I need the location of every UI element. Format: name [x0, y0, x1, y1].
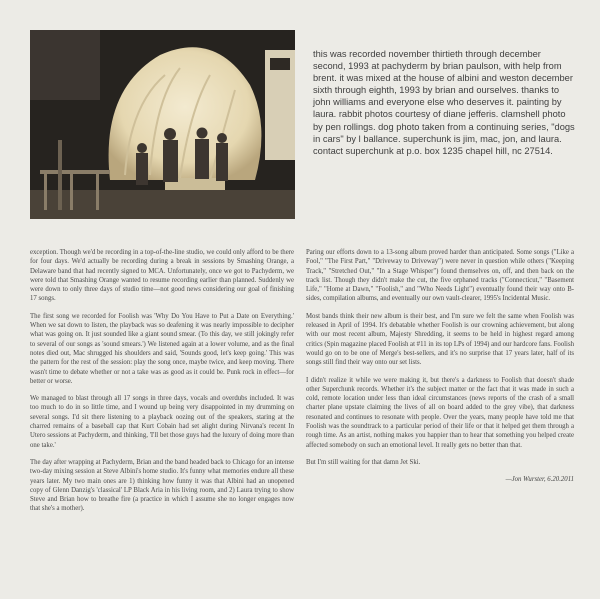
recording-credits: this was recorded november thirtieth through december second, 1993 at pachyderm by brian paulson, with help from brent. it was mixed at the house of albini and weston december sixth through eighth, 1993 by brian and ourselves. thanks to john williams and everyone else who deserves it. painting by laura. rabbit photos courtesy of diane jefferis. clamshell photo by pen rollings. dog photo taken from a continuing series, "dogs in cars" by l ballance. superchunk is jim, mac, jon, and laura. contact superchunk at p.o. box 1235 chapel hill, nc 27514. [313, 49, 575, 156]
essay-paragraph: The day after wrapping at Pachyderm, Brian and the band headed back to Chicago for an intense two-day mixing session at Steve Albini's home studio. It's funny what memories endure all these years later. My two main ones are 1) thinking how funny it was that Albini had an unopened copy of Glenn Danzig's 'classical' LP Black Aria in his living room, and 2) Laura trying to show Steve and Brian how to breathe fire (a practice in which I assume she no longer engages now that she's a mother). [30, 458, 294, 513]
essay-left-column [30, 248, 294, 522]
essay-paragraph: The first song we recorded for Foolish was 'Why Do You Have to Put a Date on Everything.' When we sat down to listen, the playback was so deafening it was nearly impossible to decipher what was going on. It just sounded like a giant sound smear. (To this day, we still jokingly refer to several of our songs as 'sound smears.') We listened again at a lower volume, and as the final notes died out, Mac shrugged his shoulders and said, 'Sounds good, let's keep going.' This was the pattern for the rest of the session: play the song once, maybe twice, and keep moving. There wasn't time to debate whether or not a take was as good as it could be. Punk rock in effect—for better or worse. [30, 312, 294, 385]
essay-right-column [306, 248, 574, 485]
author-signature: —Jon Wurster, 6.20.2011 [505, 476, 574, 484]
essay-paragraph: Paring our efforts down to a 13-song album proved harder than anticipated. Some songs ("Like a Fool," "The First Part," "Driveway to Driveway") were never in question while others ("Keeping Track," "Stretched Out," "In a Stage Whisper") found themselves on, off, and then back on the track list. Though they didn't make the cut, the five orphaned tracks ("Connecticut," "Basement Life," "Home at Dawn," "Foolish," and "Who Needs Light") eventually found their way onto B-sides, compilation albums, and eventually our own vault-clearer, 1995's Incidental Music. [306, 249, 574, 303]
essay-paragraph: But I'm still waiting for that damn Jet Ski. [306, 458, 421, 466]
essay-paragraph: exception. Though we'd be recording in a top-of-the-line studio, we could only afford to be there for four days. We'd actually be recording during a break in sessions by Smashing Orange, a Delaware band that had recently signed to MCA. Unfortunately, once we got to Pachyderm, we were told that Smashing Orange wanted to resume recording earlier than planned. Suddenly we were down to only three days of studio time—not good news considering our goal of finishing 17 songs. [30, 249, 294, 303]
essay-paragraph: I didn't realize it while we were making it, but there's a darkness to Foolish that doesn't shade other Superchunk records. Whether it's the subject matter or the fact that it was made in such a cold, remote location under less than ideal circumstances (news reports of the crash of a small charter plane upstate claiming the lives of all on board added to the grey vibe), that darkness resonated and continues to resonate with people. Over the years, many people have told me that Foolish was the soundtrack to a particular period of their life or that it helped get them through a rough time. As an artist, nothing makes you happier than to hear that something you helped create affected somebody on such an emotional level. It really gets no better than that. [306, 376, 574, 449]
clamshell-photo [30, 30, 295, 219]
essay-paragraph: We managed to blast through all 17 songs in three days, vocals and overdubs included. It was too much to do in so little time, and I wound up being very disappointed in my drumming on several songs. I'd sit there listening to a playback oozing out of the speakers, staring at the charred remains of a baseball cap that Kurt Cobain had set alight during Nirvana's recent In Utero sessions at Pachyderm, and thinking, 'I'll bet those guys had the luxury of doing more than one take.' [30, 395, 294, 449]
clamshell-photo-image [30, 30, 295, 219]
essay-paragraph: Most bands think their new album is their best, and I'm sure we felt the same when Foolish was released in April of 1994. It's debatable whether Foolish is our crowning achievement, but along with our most recent album, Majesty Shredding, it seems to be held in highest regard among critics (Spin magazine placed Foolish at #11 in its top LPs of 1994) and our hardcore fans. Foolish would go on to be one of Merge's best-sellers, and it's no surprise that 17 years later, half of its songs still find their way onto our set lists. [306, 312, 574, 367]
